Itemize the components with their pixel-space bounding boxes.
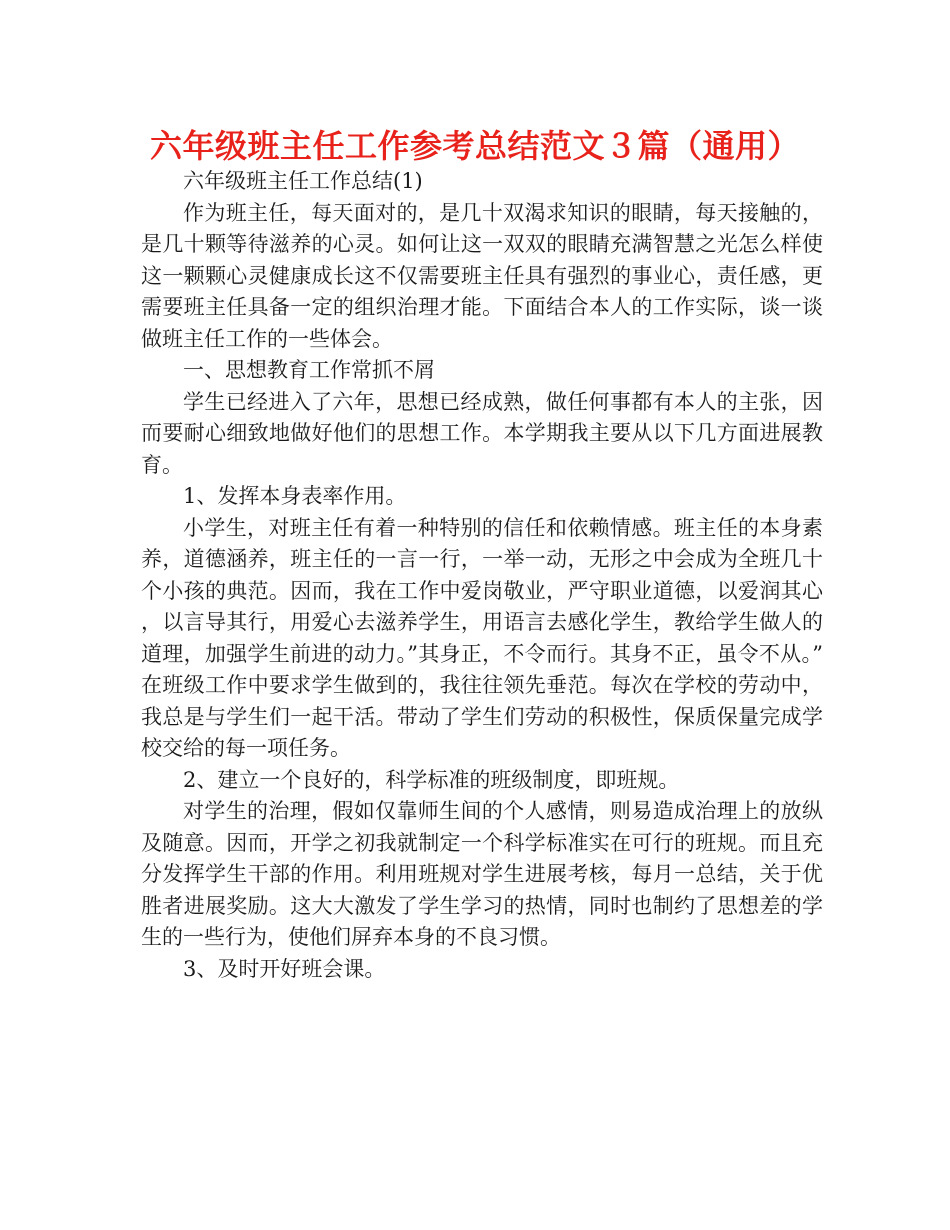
paragraph: 对学生的治理，假如仅靠师生间的个人感情，则易造成治理上的放纵及随意。因而，开学之初我就制定一个科学标准实在可行的班规。而且充分发挥学生干部的作用。利用班规对学生进展考核，每月一总结，关于优胜者进展奖励。这大大激发了学生学习的热情，同时也制约了思想差的学生的一些行为，使他们屏弃本身的不良习惯。 xyxy=(141,799,823,949)
paragraph: 小学生，对班主任有着一种特别的信任和依赖情感。班主任的本身素养，道德涵养，班主任的一言一行，一举一动，无形之中会成为全班几十个小孩的典范。因而，我在工作中爱岗敬业，严守职业道德，以爱润其心，以言导其行，用爱心去滋养学生，用语言去感化学生，教给学生做人的道理，加强学生前进的动力。”其身正，不令而行。其身不正，虽令不从。”在班级工作中要求学生做到的，我往往领先垂范。每次在学校的劳动中，我总是与学生们一起干活。带动了学生们劳动的积极性，保质保量完成学校交给的每一项任务。 xyxy=(141,515,823,760)
paragraph: 学生已经进入了六年，思想已经成熟，做任何事都有本人的主张，因而要耐心细致地做好他们的思想工作。本学期我主要从以下几方面进展教育。 xyxy=(141,389,823,477)
subsection-heading: 3、及时开好班会课。 xyxy=(183,956,386,981)
section-heading: 六年级班主任工作总结(1) xyxy=(183,169,423,193)
subsection-heading: 1、发挥本身表率作用。 xyxy=(183,484,407,508)
section-heading: 一、思想教育工作常抓不屑 xyxy=(183,358,435,382)
subsection-heading: 2、建立一个良好的，科学标准的班级制度，即班规。 xyxy=(183,767,680,792)
document-body xyxy=(141,166,823,985)
document-title: 六年级班主任工作参考总结范文３篇（通用） xyxy=(149,127,800,165)
paragraph: 作为班主任，每天面对的，是几十双渴求知识的眼睛，每天接触的，是几十颗等待滋养的心灵。如何让这一双双的眼睛充满智慧之光怎么样使这一颗颗心灵健康成长这不仅需要班主任具有强烈的事业心，责任感，更需要班主任具备一定的组织治理才能。下面结合本人的工作实际，谈一谈做班主任工作的一些体会。 xyxy=(141,200,823,351)
